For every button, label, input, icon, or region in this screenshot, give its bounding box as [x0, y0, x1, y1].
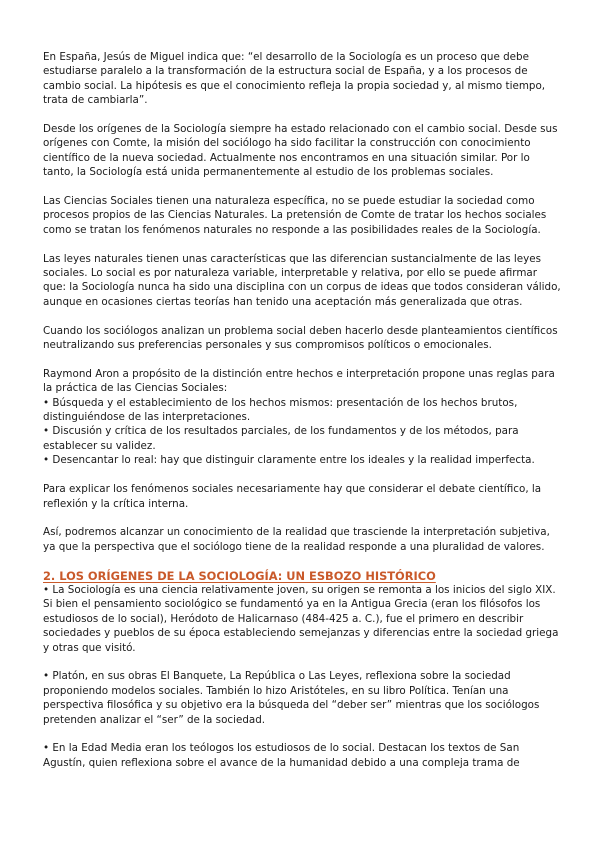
- paragraph-jesus-de-miguel: En España, Jesús de Miguel indica que: “el desarrollo de la Sociología es un proceso que debe estudiarse paralelo a la transformación de la estructura social de España, y a los procesos de cambio social. La hipótesis es que el conocimiento refleja la propia sociedad y, al mismo tiempo, trata de cambiarla”.: [43, 51, 546, 107]
- paragraph-leyes-naturales: Las leyes naturales tienen unas características que las diferencian sustancialmente de las leyes sociales. Lo social es por naturaleza variable, interpretable y relativa, por ello se puede afirmar que: la Sociología nunca ha sido una disciplina con un corpus de ideas que todos consideran válido, aunque en ocasiones ciertas teorías han tenido una aceptación más generalizada que otras.: [43, 252, 561, 308]
- list-item: • Discusión y crítica de los resultados parciales, de los fundamentos y de los métodos, para establecer su validez.: [43, 425, 519, 452]
- list-item: • Platón, en sus obras El Banquete, La República o Las Leyes, reflexiona sobre la sociedad proponiendo modelos sociales. También lo hizo Aristóteles, en su libro Política. Tenían una perspectiva filosófica y su objetivo era la búsqueda del “deber ser” mientras que los sociólogos pretenden analizar el “ser” de la sociedad.: [43, 670, 540, 726]
- paragraph-naturaleza-ciencias-sociales: Las Ciencias Sociales tienen una naturaleza específica, no se puede estudiar la sociedad como procesos propios de las Ciencias Naturales. La pretensión de Comte de tratar los hechos sociales como se tratan los fenómenos naturales no responde a las posibilidades reales de la Sociología.: [43, 195, 547, 236]
- paragraph-conocimiento-realidad: Así, podremos alcanzar un conocimiento de la realidad que trasciende la interpretación subjetiva, ya que la perspectiva que el sociólogo tiene de la realidad responde a una pluralidad de valores.: [43, 526, 550, 553]
- list-item: • Búsqueda y el establecimiento de los hechos mismos: presentación de los hechos brutos, distinguiéndose de las interpretaciones.: [43, 396, 518, 424]
- list-item: • En la Edad Media eran los teólogos los estudiosos de lo social. Destacan los textos de San Agustín, quien reflexiona sobre el avance de la humanidad debido a una compleja trama de: [43, 742, 520, 769]
- aron-rules-block: [43, 367, 563, 468]
- paragraph-neutralidad-sociologos: Cuando los sociólogos analizan un problema social deben hacerlo desde planteamientos científicos neutralizando sus preferencias personales y sus compromisos políticos o emocionales.: [43, 324, 558, 352]
- paragraph-origenes-comte: Desde los orígenes de la Sociología siempre ha estado relacionado con el cambio social. Desde sus orígenes con Comte, la misión del sociólogo ha sido facilitar la construcción con conocimiento científico de la nueva sociedad. Actualmente nos encontramos en una situación similar. Por lo tanto, la Sociología está unida permanentemente al estudio de los problemas sociales.: [43, 123, 558, 179]
- paragraph-debate-cientifico: Para explicar los fenómenos sociales necesariamente hay que considerar el debate científico, la reflexión y la crítica interna.: [43, 483, 542, 510]
- aron-intro: Raymond Aron a propósito de la distinción entre hechos e interpretación propone unas reglas para la práctica de las Ciencias Sociales:: [43, 367, 555, 395]
- list-item: • Desencantar lo real: hay que distinguir claramente entre los ideales y la realidad imperfecta.: [43, 454, 535, 467]
- document-page: [43, 50, 563, 770]
- list-item: • La Sociología es una ciencia relativamente joven, su origen se remonta a los inicios del siglo XIX. Si bien el pensamiento sociológico se fundamentó ya en la Antigua Grecia (eran los filósofos los estudiosos de lo social), Heródoto de Halicarnaso (484-425 a. C.), fue el primero en describir sociedades y pueblos de su época estableciendo semejanzas y diferencias entre la sociedad griega y otras que visitó.: [43, 583, 559, 654]
- section-heading: 2. LOS ORÍGENES DE LA SOCIOLOGÍA: UN ESBOZO HISTÓRICO: [43, 568, 436, 583]
